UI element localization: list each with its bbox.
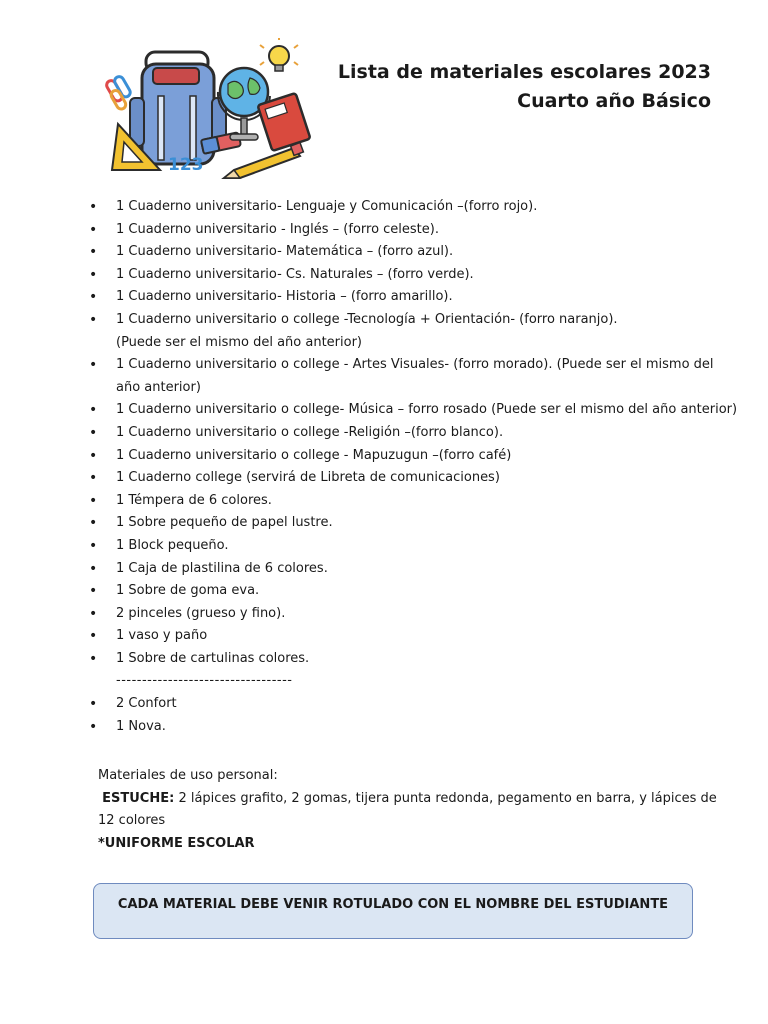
list-item: • 1 Cuaderno universitario - Inglés – (forro celeste). (89, 219, 739, 242)
list-item: • 1 Sobre pequeño de papel lustre. (89, 512, 739, 535)
school-supplies-clipart (104, 38, 314, 186)
list-item-continuation: (Puede ser el mismo del año anterior) (116, 334, 363, 350)
estuche-text: 2 lápices grafito, 2 gomas, tijera punta redonda, pegamento en barra, y lápices de (174, 790, 717, 806)
personal-materials-section (98, 765, 738, 855)
personal-heading: Materiales de uso personal: (98, 768, 278, 783)
title-line-2: Cuarto año Básico (517, 90, 711, 112)
uniform-note: *UNIFORME ESCOLAR (98, 835, 255, 851)
materials-list (89, 196, 739, 738)
list-item: • 1 Cuaderno universitario- Matemática – (forro azul). (89, 241, 739, 264)
list-item: • 1 Sobre de cartulinas colores. (89, 648, 739, 671)
list-item: • 1 vaso y paño (89, 625, 739, 648)
list-item: • 1 Cuaderno universitario- Historia – (forro amarillo). (89, 286, 739, 309)
list-item: • 1 Cuaderno universitario o college- Música – forro rosado (Puede ser el mismo del año anterior) (89, 399, 739, 422)
list-item: • 2 Confort (89, 693, 739, 716)
estuche-line (98, 788, 738, 811)
list-item: • 1 Cuaderno universitario- Lenguaje y Comunicación –(forro rojo). (89, 196, 739, 219)
page-title (338, 58, 711, 116)
list-item: • 2 pinceles (grueso y fino). (89, 603, 739, 626)
list-item: • 1 Témpera de 6 colores. (89, 490, 739, 513)
clipart-digits: 123 (168, 155, 204, 175)
list-item: • 1 Nova. (89, 716, 739, 739)
list-item: • 1 Cuaderno universitario o college -Religión –(forro blanco). (89, 422, 739, 445)
list-item-continuation: año anterior) (116, 379, 201, 395)
list-item: • 1 Cuaderno college (servirá de Libreta de comunicaciones) (89, 467, 739, 490)
paperclip-icon (105, 75, 132, 111)
list-item: • 1 Sobre de goma eva. (89, 580, 739, 603)
list-item: • 1 Cuaderno universitario- Cs. Naturales – (forro verde). (89, 264, 739, 287)
list-item: • 1 Cuaderno universitario o college - Artes Visuales- (forro morado). (Puede ser el mismo del (89, 354, 739, 377)
lightbulb-icon (260, 38, 298, 71)
notebook-icon (258, 93, 311, 151)
label-notice-box (93, 883, 693, 939)
estuche-label: ESTUCHE: (102, 790, 175, 806)
list-item: • 1 Block pequeño. (89, 535, 739, 558)
list-item: • 1 Caja de plastilina de 6 colores. (89, 558, 739, 581)
list-item: • 1 Cuaderno universitario o college - Mapuzugun –(forro café) (89, 445, 739, 468)
label-notice-text: CADA MATERIAL DEBE VENIR ROTULADO CON EL NOMBRE DEL ESTUDIANTE (117, 897, 669, 912)
estuche-text-continuation: 12 colores (98, 813, 166, 828)
list-separator: ---------------------------------- (116, 673, 293, 689)
title-line-1: Lista de materiales escolares 2023 (337, 61, 711, 83)
list-item: • 1 Cuaderno universitario o college -Tecnología + Orientación- (forro naranjo). (89, 309, 739, 332)
